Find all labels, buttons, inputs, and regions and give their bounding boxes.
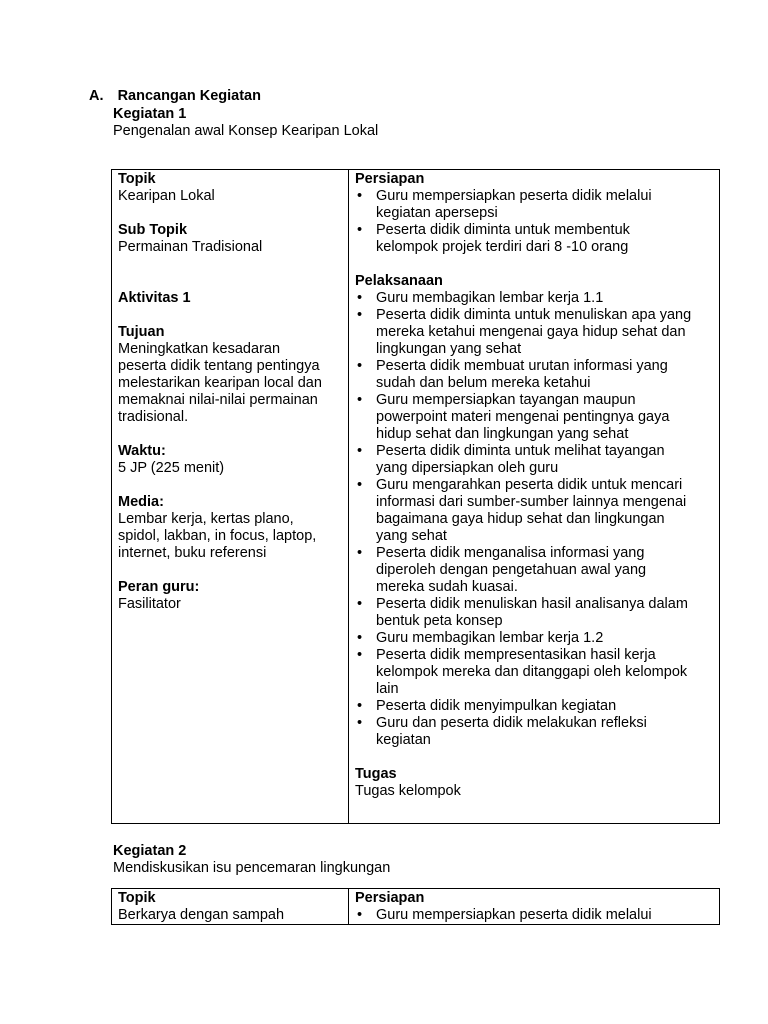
list-item (355, 188, 713, 222)
list-item-line: yang sehat (376, 528, 447, 544)
list-item-line: • Guru mempersiapkan peserta didik melalui (376, 188, 652, 204)
tujuan-line: tradisional. (118, 409, 189, 425)
tujuan-line: Meningkatkan kesadaran (118, 341, 281, 357)
tugas-value: Tugas kelompok (355, 783, 461, 799)
persiapan-label: Persiapan (355, 171, 425, 187)
list-item (355, 647, 713, 698)
kegiatan1-subtitle: Pengenalan awal Konsep Kearipan Lokal (113, 123, 379, 139)
aktivitas-label: Aktivitas 1 (118, 290, 191, 306)
list-item (355, 222, 713, 256)
list-item-line: mereka ketahui mengenai gaya hidup sehat dan (376, 324, 686, 340)
list-item (355, 443, 713, 477)
section-letter: A. (89, 88, 104, 104)
list-item-line: kegiatan apersepsi (376, 205, 498, 221)
kegiatan2-table (111, 888, 720, 925)
list-item-line: • Guru mengarahkan peserta didik untuk mencari (376, 477, 683, 493)
list-item-line: kegiatan (376, 732, 431, 748)
media-line: Lembar kerja, kertas plano, (118, 511, 294, 527)
list-item-line: • Peserta didik diminta untuk melihat tayangan (376, 443, 665, 459)
pelaksanaan-list (355, 290, 713, 749)
media-text (118, 511, 342, 562)
kegiatan2-right-cell (349, 889, 720, 925)
section-heading (89, 88, 261, 105)
list-item-line: mereka sudah kuasai. (376, 579, 518, 595)
list-item-line: • Peserta didik membuat urutan informasi yang (376, 358, 668, 374)
tujuan-text (118, 341, 342, 426)
persiapan-list (355, 188, 713, 256)
kegiatan1-heading: Kegiatan 1 (113, 106, 187, 122)
topik-value: Kearipan Lokal (118, 188, 215, 204)
topik-value: Berkarya dengan sampah (118, 907, 285, 923)
waktu-label: Waktu: (118, 443, 166, 459)
kegiatan1-table (111, 169, 720, 824)
list-item-line: • Peserta didik diminta untuk menuliskan apa yang (376, 307, 692, 323)
kegiatan1-left-cell (112, 170, 349, 824)
persiapan-label: Persiapan (355, 890, 425, 906)
peran-label: Peran guru: (118, 579, 200, 595)
list-item-line: hidup sehat dan lingkungan yang sehat (376, 426, 629, 442)
list-item-line: lain (376, 681, 399, 697)
kegiatan2-left-cell (112, 889, 349, 925)
list-item-line: powerpoint materi mengenai pentingnya gaya (376, 409, 670, 425)
list-item-line: • Peserta didik menyimpulkan kegiatan (376, 698, 617, 714)
topik-label: Topik (118, 171, 156, 187)
tujuan-label: Tujuan (118, 324, 165, 340)
list-item (355, 630, 713, 647)
media-line: spidol, lakban, in focus, laptop, (118, 528, 317, 544)
list-item-line: yang dipersiapkan oleh guru (376, 460, 559, 476)
list-item-line: bagaimana gaya hidup sehat dan lingkungan (376, 511, 665, 527)
section-title: Rancangan Kegiatan (117, 88, 261, 104)
pelaksanaan-label: Pelaksanaan (355, 273, 443, 289)
list-item-line: bentuk peta konsep (376, 613, 503, 629)
list-item-line: • Guru membagikan lembar kerja 1.2 (376, 630, 604, 646)
list-item (355, 715, 713, 749)
subtopik-label: Sub Topik (118, 222, 188, 238)
media-line: internet, buku referensi (118, 545, 267, 561)
tugas-label: Tugas (355, 766, 397, 782)
list-item (355, 358, 713, 392)
list-item-line: • Guru mempersiapkan peserta didik melalui (376, 907, 652, 923)
kegiatan2-heading: Kegiatan 2 (113, 843, 187, 859)
list-item (355, 545, 713, 596)
list-item (355, 307, 713, 358)
tujuan-line: melestarikan kearipan local dan (118, 375, 322, 391)
list-item-line: • Peserta didik menuliskan hasil analisanya dalam (376, 596, 688, 612)
media-label: Media: (118, 494, 164, 510)
list-item-line: • Peserta didik diminta untuk membentuk (376, 222, 630, 238)
list-item-line: sudah dan belum mereka ketahui (376, 375, 591, 391)
tujuan-line: memaknai nilai-nilai permainan (118, 392, 318, 408)
subtopik-value: Permainan Tradisional (118, 239, 263, 255)
list-item (355, 290, 713, 307)
list-item (355, 596, 713, 630)
list-item (355, 907, 713, 924)
list-item-line: • Guru membagikan lembar kerja 1.1 (376, 290, 604, 306)
list-item (355, 477, 713, 545)
tujuan-line: peserta didik tentang pentingya (118, 358, 320, 374)
kegiatan2-subtitle: Mendiskusikan isu pencemaran lingkungan (113, 860, 391, 876)
list-item-line: kelompok mereka dan ditanggapi oleh kelompok (376, 664, 688, 680)
list-item-line: kelompok projek terdiri dari 8 -10 orang (376, 239, 629, 255)
list-item-line: diperoleh dengan pengetahuan awal yang (376, 562, 647, 578)
list-item-line: • Guru dan peserta didik melakukan refleksi (376, 715, 647, 731)
kegiatan1-right-cell (349, 170, 720, 824)
waktu-value: 5 JP (225 menit) (118, 460, 225, 476)
persiapan-list (355, 907, 713, 924)
topik-label: Topik (118, 890, 156, 906)
list-item (355, 698, 713, 715)
list-item-line: • Peserta didik mempresentasikan hasil kerja (376, 647, 656, 663)
peran-value: Fasilitator (118, 596, 181, 612)
list-item-line: lingkungan yang sehat (376, 341, 522, 357)
list-item-line: • Peserta didik menganalisa informasi yang (376, 545, 645, 561)
list-item (355, 392, 713, 443)
list-item-line: • Guru mempersiapkan tayangan maupun (376, 392, 636, 408)
list-item-line: informasi dari sumber-sumber lainnya mengenai (376, 494, 687, 510)
